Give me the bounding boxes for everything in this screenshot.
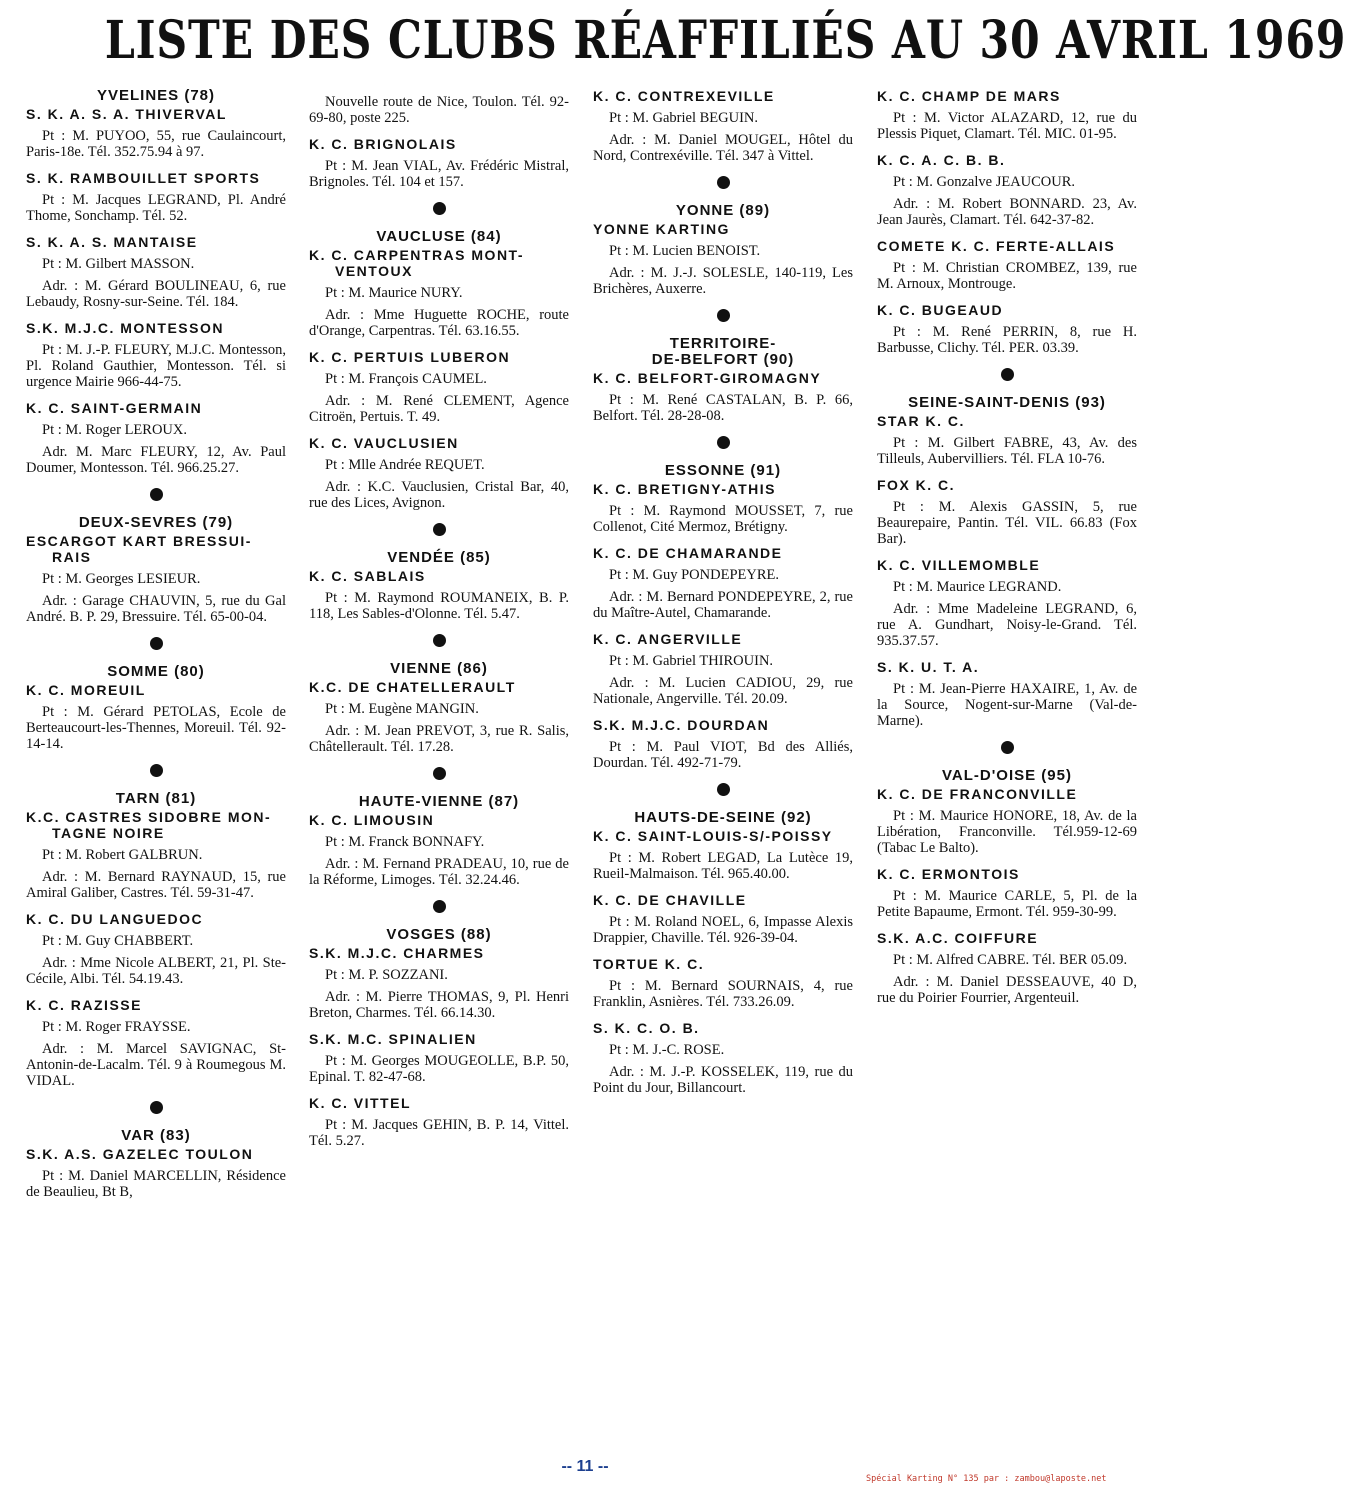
club-name (26, 997, 286, 1013)
club-name (309, 435, 569, 451)
club-name (877, 238, 1137, 254)
club-name (877, 866, 1137, 882)
club-entry (593, 88, 853, 164)
club-name (593, 221, 853, 237)
club-address-line: Adr. : M. Gérard BOULINEAU, 6, rue Lebaudy, Rosny-sur-Seine. Tél. 184. (26, 278, 286, 310)
club-name (26, 911, 286, 927)
section-heading (877, 768, 1137, 784)
club-address-line: Adr. : Garage CHAUVIN, 5, rue du Gal André. B. P. 29, Bressuire. Tél. 65-00-04. (26, 593, 286, 625)
club-name-text: S. K. A. S. MANTAISE (26, 234, 198, 250)
club-president-line: Pt : M. Roland NOEL, 6, Impasse Alexis Drappier, Chaville. Tél. 926-39-04. (593, 914, 853, 946)
club-entry (877, 659, 1137, 729)
club-president-line: Pt : M. Franck BONNAFY. (325, 834, 485, 850)
club-name-text: K. C. BRETIGNY-ATHIS (593, 481, 776, 497)
club-name-text: K. C. DE CHAMARANDE (593, 545, 783, 561)
bullet-separator (150, 1101, 163, 1114)
club-address-line: Adr. : M. Jean PREVOT, 3, rue R. Salis, Châtellerault. Tél. 17.28. (309, 723, 569, 755)
club-entry (309, 945, 569, 1021)
club-president-line: Pt : M. Robert LEGAD, La Lutèce 19, Rueil-Malmaison. Tél. 965.40.00. (593, 850, 853, 882)
club-president-line: Pt : M. Jean VIAL, Av. Frédéric Mistral, Brignoles. Tél. 104 et 157. (309, 158, 569, 190)
club-entry (593, 717, 853, 771)
club-entry (309, 136, 569, 190)
club-address-line: Adr. : M. Pierre THOMAS, 9, Pl. Henri Breton, Charmes. Tél. 66.14.30. (309, 989, 569, 1021)
club-president-line: Pt : M. Guy CHABBERT. (42, 933, 194, 949)
club-entry (877, 557, 1137, 649)
bullet-separator (150, 488, 163, 501)
club-name (593, 892, 853, 908)
club-president-line: Pt : M. Georges MOUGEOLLE, B.P. 50, Epinal. T. 82-47-68. (309, 1053, 569, 1085)
bullet-separator (1001, 368, 1014, 381)
club-entry (26, 997, 286, 1089)
bullet-separator (433, 634, 446, 647)
club-name (877, 557, 1137, 573)
section-heading-text: VAR (83) (121, 1127, 191, 1144)
section-heading-text-cont: DE-BELFORT (90) (651, 351, 795, 368)
club-entry (26, 682, 286, 752)
club-name (877, 477, 1137, 493)
club-name-text: ESCARGOT KART BRESSUI- (26, 533, 252, 549)
club-president-line: Pt : M. Gilbert MASSON. (42, 256, 195, 272)
bullet-separator (150, 764, 163, 777)
club-name-text: K. C. MOREUIL (26, 682, 146, 698)
club-name-text: COMETE K. C. FERTE-ALLAIS (877, 238, 1116, 254)
club-entry (26, 809, 286, 901)
club-entry (26, 234, 286, 310)
club-name (593, 370, 853, 386)
club-name (26, 320, 286, 336)
club-entry (593, 481, 853, 535)
club-name-text: K. C. VITTEL (309, 1095, 411, 1111)
club-name (26, 1146, 286, 1162)
club-president-line: Pt : M. Guy PONDEPEYRE. (609, 567, 779, 583)
club-president-line: Pt : M. Raymond MOUSSET, 7, rue Collenot, Cité Mermoz, Brétigny. (593, 503, 853, 535)
club-entry (877, 930, 1137, 1006)
section-heading (26, 791, 286, 807)
section-heading (26, 1128, 286, 1144)
bullet-separator (433, 523, 446, 536)
club-entry (309, 568, 569, 622)
bullet-separator (717, 436, 730, 449)
club-president-line: Pt : M. J.-P. FLEURY, M.J.C. Montesson, Pl. Roland Gauthier, Montesson. Tél. si urgence Mairie 966-44-75. (26, 342, 286, 390)
section-heading (593, 203, 853, 219)
column-3 (593, 88, 853, 1106)
club-name (26, 170, 286, 186)
club-president-line: Pt : M. Lucien BENOIST. (609, 243, 761, 259)
club-entry (309, 1031, 569, 1085)
club-president-line: Pt : M. Paul VIOT, Bd des Alliés, Dourdan. Tél. 492-71-79. (593, 739, 853, 771)
club-name (26, 533, 286, 565)
club-address-line: Adr. : Mme Nicole ALBERT, 21, Pl. Ste-Cécile, Albi. Tél. 54.19.43. (26, 955, 286, 987)
club-name-text: K.C. CASTRES SIDOBRE MON- (26, 809, 272, 825)
club-president-line: Pt : M. Maurice LEGRAND. (893, 579, 1062, 595)
section-heading (26, 88, 286, 104)
section-heading (309, 794, 569, 810)
club-president-line: Pt : M. Alfred CABRE. Tél. BER 05.09. (893, 952, 1128, 968)
club-name (26, 400, 286, 416)
club-entry (309, 247, 569, 339)
club-name (309, 247, 569, 279)
club-president-line: Pt : M. J.-C. ROSE. (609, 1042, 725, 1058)
club-name (309, 945, 569, 961)
section-heading (26, 664, 286, 680)
club-name (26, 809, 286, 841)
club-address-line: Adr. : M. Bernard RAYNAUD, 15, rue Amiral Galiber, Castres. Tél. 59-31-47. (26, 869, 286, 901)
club-name (309, 1095, 569, 1111)
club-name (593, 1020, 853, 1036)
club-entry (26, 106, 286, 160)
club-name (877, 930, 1137, 946)
section-heading-text: TERRITOIRE- (669, 335, 777, 352)
club-name (309, 679, 569, 695)
club-name-text: S.K. M.J.C. MONTESSON (26, 320, 224, 336)
club-president-line: Pt : M. Gabriel THIROUIN. (609, 653, 774, 669)
club-name (593, 717, 853, 733)
club-name-text: TORTUE K. C. (593, 956, 705, 972)
club-president-line: Pt : M. Victor ALAZARD, 12, rue du Plessis Piquet, Clamart. Tél. MIC. 01-95. (877, 110, 1137, 142)
club-name-text: K. C. RAZISSE (26, 997, 142, 1013)
club-president-line: Pt : M. Bernard SOURNAIS, 4, rue Franklin, Asnières. Tél. 733.26.09. (593, 978, 853, 1010)
club-name-text: K. C. CONTREXEVILLE (593, 88, 775, 104)
club-president-line: Pt : M. François CAUMEL. (325, 371, 487, 387)
club-entry (26, 400, 286, 476)
club-name (593, 956, 853, 972)
club-name (309, 568, 569, 584)
club-name-cont: TAGNE NOIRE (52, 825, 165, 841)
club-name (26, 234, 286, 250)
bullet-separator (433, 767, 446, 780)
section-heading-text: TARN (81) (115, 790, 197, 807)
club-name-cont: VENTOUX (335, 263, 413, 279)
club-name (593, 481, 853, 497)
club-president-line: Pt : M. PUYOO, 55, rue Caulaincourt, Paris-18e. Tél. 352.75.94 à 97. (26, 128, 286, 160)
club-entry (877, 413, 1137, 467)
club-name-text: K. C. BRIGNOLAIS (309, 136, 457, 152)
bullet-separator (717, 176, 730, 189)
bullet-separator (717, 309, 730, 322)
club-entry (309, 349, 569, 425)
club-address-line: Adr. : M. René CLEMENT, Agence Citroën, Pertuis. T. 49. (309, 393, 569, 425)
section-heading-text: VAL-D'OISE (95) (942, 767, 1072, 784)
section-heading (593, 810, 853, 826)
club-entry (877, 88, 1137, 142)
club-president-line: Pt : M. Jacques LEGRAND, Pl. André Thome, Sonchamp. Tél. 52. (26, 192, 286, 224)
club-name-text: K. C. BELFORT-GIROMAGNY (593, 370, 822, 386)
club-name (593, 631, 853, 647)
club-president-line: Pt : Mlle Andrée REQUET. (325, 457, 485, 473)
club-name-text: S.K. M.C. SPINALIEN (309, 1031, 477, 1047)
club-entry (877, 786, 1137, 856)
club-president-line: Pt : M. Robert GALBRUN. (42, 847, 203, 863)
club-entry (309, 94, 569, 126)
section-heading (26, 515, 286, 531)
section-heading-text: YONNE (89) (675, 202, 771, 219)
club-address-line: Adr. : M. Lucien CADIOU, 29, rue Nationale, Angerville. Tél. 20.09. (593, 675, 853, 707)
club-name (877, 152, 1137, 168)
club-name-text: S.K. M.J.C. DOURDAN (593, 717, 770, 733)
club-entry (877, 866, 1137, 920)
club-name-text: S.K. A.C. COIFFURE (877, 930, 1039, 946)
club-name-text: S.K. M.J.C. CHARMES (309, 945, 485, 961)
club-entry (309, 1095, 569, 1149)
club-entry (593, 545, 853, 621)
club-name-text: S. K. A. S. A. THIVERVAL (26, 106, 227, 122)
club-entry (309, 679, 569, 755)
club-president-line: Pt : M. René CASTALAN, B. P. 66, Belfort. Tél. 28-28-08. (593, 392, 853, 424)
section-heading-text: ESSONNE (91) (664, 462, 782, 479)
club-name-text: K. C. CHAMP DE MARS (877, 88, 1061, 104)
club-name-text: K. C. LIMOUSIN (309, 812, 435, 828)
club-entry (593, 221, 853, 297)
section-heading-text: VAUCLUSE (84) (376, 228, 502, 245)
club-name-text: K. C. ANGERVILLE (593, 631, 743, 647)
club-name-text: K. C. DE CHAVILLE (593, 892, 747, 908)
club-name (877, 302, 1137, 318)
club-address-line: Adr. : Mme Huguette ROCHE, route d'Orange, Carpentras. Tél. 63.16.55. (309, 307, 569, 339)
page-number: -- 11 -- (561, 1458, 609, 1475)
club-entry (593, 370, 853, 424)
club-address-line: Adr. M. Marc FLEURY, 12, Av. Paul Doumer, Montesson. Tél. 966.25.27. (26, 444, 286, 476)
club-entry (593, 892, 853, 946)
section-heading (593, 463, 853, 479)
club-name (309, 1031, 569, 1047)
section-heading (309, 550, 569, 566)
column-1 (26, 88, 286, 1210)
club-entry (877, 302, 1137, 356)
section-heading (309, 927, 569, 943)
club-name (877, 659, 1137, 675)
page-title: LISTE DES CLUBS RÉAFFILIÉS AU 30 AVRIL 1969 (104, 10, 1346, 71)
bullet-separator (433, 900, 446, 913)
section-heading-text: HAUTE-VIENNE (87) (358, 793, 520, 810)
club-name-text: K.C. DE CHATELLERAULT (309, 679, 516, 695)
club-president-line: Nouvelle route de Nice, Toulon. Tél. 92-69-80, poste 225. (309, 94, 569, 126)
club-entry (593, 956, 853, 1010)
club-entry (593, 1020, 853, 1096)
club-name (309, 349, 569, 365)
club-president-line: Pt : M. Maurice HONORE, 18, Av. de la Libération, Franconville. Tél.959-12-69 (Tabac Le Balto). (877, 808, 1137, 856)
club-name-text: S.K. A.S. GAZELEC TOULON (26, 1146, 254, 1162)
club-address-line: Adr. : M. Marcel SAVIGNAC, St-Antonin-de-Lacalm. Tél. 9 à Roumegous M. VIDAL. (26, 1041, 286, 1089)
club-address-line: Adr. : M. Daniel DESSEAUVE, 40 D, rue du Poirier Fourrier, Argenteuil. (877, 974, 1137, 1006)
club-president-line: Pt : M. P. SOZZANI. (325, 967, 448, 983)
club-president-line: Pt : M. Gilbert FABRE, 43, Av. des Tilleuls, Aubervilliers. Tél. FLA 10-76. (877, 435, 1137, 467)
club-name-text: STAR K. C. (877, 413, 965, 429)
section-heading-text: SOMME (80) (107, 663, 205, 680)
club-name-text: K. C. BUGEAUD (877, 302, 1004, 318)
club-entry (877, 477, 1137, 547)
club-president-line: Pt : M. Jean-Pierre HAXAIRE, 1, Av. de la Source, Nogent-sur-Marne (Val-de-Marne). (877, 681, 1137, 729)
club-name-cont: RAIS (52, 549, 92, 565)
section-heading-text: VENDÉE (85) (387, 549, 491, 566)
club-name-text: K. C. CARPENTRAS MONT- (309, 247, 524, 263)
bullet-separator (433, 202, 446, 215)
club-entry (26, 911, 286, 987)
bullet-separator (1001, 741, 1014, 754)
section-heading-text: VIENNE (86) (390, 660, 488, 677)
club-name-text: K. C. SAINT-GERMAIN (26, 400, 203, 416)
club-name-text: K. C. VAUCLUSIEN (309, 435, 459, 451)
club-entry (877, 238, 1137, 292)
section-heading-text: VOSGES (88) (386, 926, 492, 943)
club-president-line: Pt : M. Alexis GASSIN, 5, rue Beaurepaire, Pantin. Tél. VIL. 66.83 (Fox Bar). (877, 499, 1137, 547)
column-4 (877, 88, 1137, 1016)
club-president-line: Pt : M. Raymond ROUMANEIX, B. P. 118, Les Sables-d'Olonne. Tél. 5.47. (309, 590, 569, 622)
club-entry (593, 631, 853, 707)
club-name-text: YONNE KARTING (593, 221, 730, 237)
club-president-line: Pt : M. Gérard PETOLAS, Ecole de Berteaucourt-les-Thennes, Moreuil. Tél. 92-14-14. (26, 704, 286, 752)
club-president-line: Pt : M. Daniel MARCELLIN, Résidence de Beaulieu, Bt B, (26, 1168, 286, 1200)
club-president-line: Pt : M. Gabriel BEGUIN. (609, 110, 759, 126)
club-address-line: Adr. : M. J.-J. SOLESLE, 140-119, Les Brichères, Auxerre. (593, 265, 853, 297)
club-entry (26, 1146, 286, 1200)
club-name (26, 682, 286, 698)
section-heading (309, 661, 569, 677)
club-name-text: K. C. ERMONTOIS (877, 866, 1020, 882)
club-name-text: S. K. C. O. B. (593, 1020, 700, 1036)
club-president-line: Pt : M. Roger FRAYSSE. (42, 1019, 191, 1035)
club-name (309, 136, 569, 152)
section-heading (877, 395, 1137, 411)
club-name-text: S. K. RAMBOUILLET SPORTS (26, 170, 261, 186)
club-name-text: K. C. A. C. B. B. (877, 152, 1006, 168)
club-name (877, 413, 1137, 429)
club-address-line: Adr. : M. Daniel MOUGEL, Hôtel du Nord, Contrexéville. Tél. 347 à Vittel. (593, 132, 853, 164)
section-heading-text: HAUTS-DE-SEINE (92) (634, 809, 812, 826)
club-address-line: Adr. : Mme Madeleine LEGRAND, 6, rue A. Gundhart, Noisy-le-Grand. Tél. 935.37.57. (877, 601, 1137, 649)
bullet-separator (150, 637, 163, 650)
club-name (877, 786, 1137, 802)
footer-note: Spécial Karting N° 135 par : zambou@laposte.net (866, 1474, 1107, 1484)
club-name-text: K. C. SABLAIS (309, 568, 426, 584)
club-president-line: Pt : M. Gonzalve JEAUCOUR. (893, 174, 1076, 190)
club-president-line: Pt : M. Eugène MANGIN. (325, 701, 479, 717)
club-name-text: K. C. PERTUIS LUBERON (309, 349, 511, 365)
section-heading-text: DEUX-SEVRES (79) (78, 514, 234, 531)
club-address-line: Adr. : M. J.-P. KOSSELEK, 119, rue du Point du Jour, Billancourt. (593, 1064, 853, 1096)
club-president-line: Pt : M. Maurice NURY. (325, 285, 463, 301)
club-name-text: S. K. U. T. A. (877, 659, 980, 675)
club-president-line: Pt : M. Christian CROMBEZ, 139, rue M. Arnoux, Montrouge. (877, 260, 1137, 292)
club-entry (877, 152, 1137, 228)
club-entry (309, 812, 569, 888)
club-address-line: Adr. : M. Fernand PRADEAU, 10, rue de la Réforme, Limoges. Tél. 32.24.46. (309, 856, 569, 888)
bullet-separator (717, 783, 730, 796)
section-heading (593, 336, 853, 368)
club-address-line: Adr. : M. Bernard PONDEPEYRE, 2, rue du Maître-Autel, Chamarande. (593, 589, 853, 621)
club-name (593, 545, 853, 561)
club-president-line: Pt : M. Maurice CARLE, 5, Pl. de la Petite Bapaume, Ermont. Tél. 959-30-99. (877, 888, 1137, 920)
section-heading-text: SEINE-SAINT-DENIS (93) (908, 394, 1106, 411)
club-name-text: FOX K. C. (877, 477, 956, 493)
club-name-text: K. C. DU LANGUEDOC (26, 911, 204, 927)
club-president-line: Pt : M. Georges LESIEUR. (42, 571, 201, 587)
section-heading (309, 229, 569, 245)
club-president-line: Pt : M. Roger LEROUX. (42, 422, 187, 438)
club-name-text: K. C. DE FRANCONVILLE (877, 786, 1078, 802)
club-entry (309, 435, 569, 511)
club-name (593, 88, 853, 104)
club-name-text: K. C. VILLEMOMBLE (877, 557, 1041, 573)
club-entry (26, 170, 286, 224)
club-name-text: K. C. SAINT-LOUIS-S/-POISSY (593, 828, 833, 844)
club-entry (26, 320, 286, 390)
club-name (309, 812, 569, 828)
club-president-line: Pt : M. Jacques GEHIN, B. P. 14, Vittel. Tél. 5.27. (309, 1117, 569, 1149)
club-entry (593, 828, 853, 882)
club-name (26, 106, 286, 122)
section-heading-text: YVELINES (78) (96, 87, 216, 104)
club-name (877, 88, 1137, 104)
column-2 (309, 88, 569, 1159)
club-address-line: Adr. : M. Robert BONNARD. 23, Av. Jean Jaurès, Clamart. Tél. 642-37-82. (877, 196, 1137, 228)
club-president-line: Pt : M. René PERRIN, 8, rue H. Barbusse, Clichy. Tél. PER. 03.39. (877, 324, 1137, 356)
club-address-line: Adr. : K.C. Vauclusien, Cristal Bar, 40, rue des Lices, Avignon. (309, 479, 569, 511)
club-entry (26, 533, 286, 625)
club-name (593, 828, 853, 844)
